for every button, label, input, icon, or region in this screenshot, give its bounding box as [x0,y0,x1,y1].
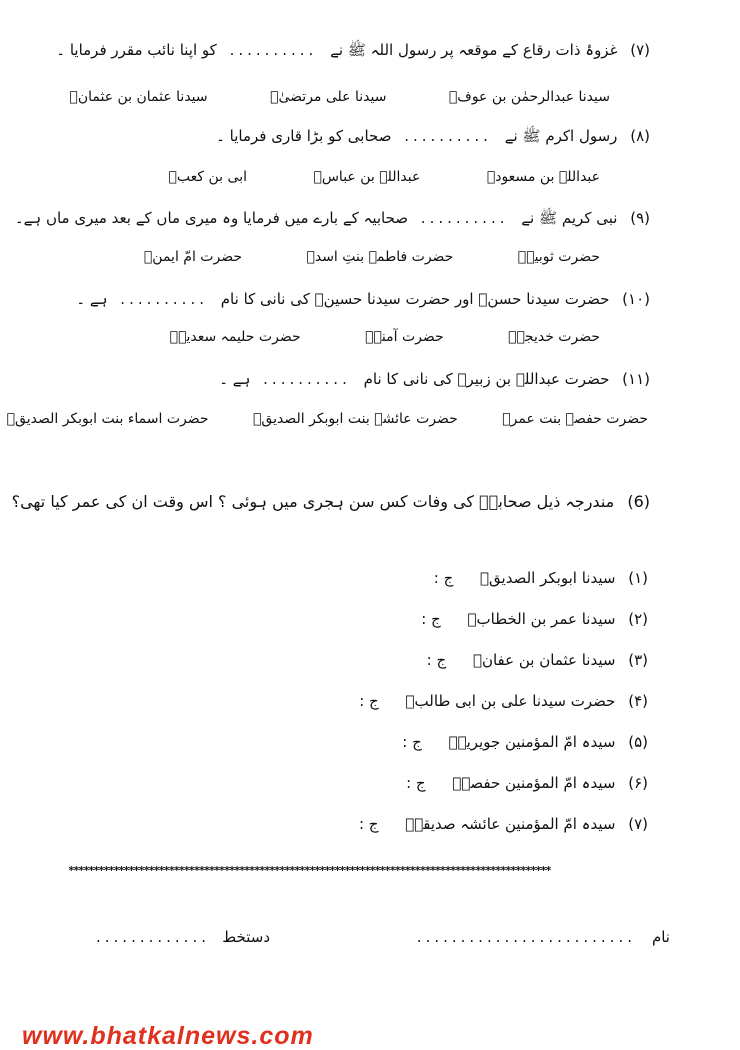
option: حضرت اسماء بنت ابوبکر الصدیقؓ [6,411,209,427]
answer-item [402,730,648,754]
answer-label: ج : [426,651,447,669]
question-8 [216,124,650,148]
option: حضرت ثوبیہؓ [517,249,600,265]
option: سیدنا علی مرتضیٰؓ [270,89,387,105]
answer-label: ج : [406,774,426,792]
answer-label: ج : [433,569,454,587]
question-11 [219,367,650,391]
answer-label: ج : [402,733,422,751]
question-number: (۸) [630,127,650,145]
question-number: (۹) [630,209,650,227]
question-text: حضرت سیدنا حسنؓ اور حضرت سیدنا حسینؓ کی نانی کا نام [220,290,610,308]
question-9-options [144,246,600,268]
blank-dots: .......... [420,209,509,227]
option: عبداللہ بن مسعودؓ [486,169,600,185]
option: حضرت آمنہؓ [365,329,444,345]
answer-label: ج : [358,815,379,833]
item-name: سیدنا عثمان بن عفانؓ [472,651,616,669]
answer-item [359,812,648,836]
item-number: (۱) [628,569,648,587]
answer-item [406,771,648,795]
question-text-end: ہے ۔ [76,290,108,308]
item-number: (۳) [628,651,648,669]
blank-dots: .......... [229,41,318,59]
section-6-heading [0,490,650,514]
question-8-options [169,166,601,188]
question-number: (۱۰) [622,290,650,308]
question-text-end: صحابی کو بڑا قاری فرمایا ۔ [216,127,392,145]
signature-label: دستخط [222,928,270,946]
question-text: حضرت عبداللہ بن زبیرؓ کی نانی کا نام [363,370,610,388]
section-text: مندرجہ ذیل صحابہؓ کی وفات کس سن ہجری میں ہوئی ؟ اس وقت ان کی عمر کیا تھی؟ [11,492,615,511]
option: حضرت عائشہ بنت ابوبکر الصدیقؓ [253,411,458,427]
item-name: حضرت سیدنا علی بن ابی طالبؓ [405,692,616,710]
item-number: (۲) [628,610,648,628]
option: عبداللہ بن عباسؓ [313,169,421,185]
option: حضرت حلیمہ سعدیہؓ [169,329,301,345]
answer-label: ج : [359,692,379,710]
star-separator: ************************************************************************************************ [68,864,551,877]
blank-dots: .......... [120,290,208,308]
item-name: سیدنا عمر بن الخطابؓ [467,610,616,628]
question-7 [56,38,650,62]
answer-item [434,566,648,590]
question-text: نبی کریم ﷺ نے [521,209,618,227]
signature-row [70,928,670,954]
item-name: سیدہ امّ المؤمنین عائشہ صدیقہؓ [405,815,616,833]
item-number: (۴) [628,692,648,710]
question-text: غزوۂ ذات رقاع کے موقعہ پر رسول اللہ ﷺ نے [330,41,618,59]
question-number: (۷) [630,41,650,59]
option: حضرت فاطمہ بنتِ اسدؓ [306,249,454,265]
option: حضرت امّ ایمنؓ [143,249,242,265]
name-dots: ......................... [416,928,636,946]
question-text-end: صحابیہ کے بارے میں فرمایا وہ میری ماں کے بعد میری ماں ہے۔ [14,209,409,227]
answer-label: ج : [421,610,441,628]
blank-dots: .......... [404,127,492,145]
option: ابی بن کعبؓ [168,169,247,185]
option: حضرت خدیجہؓ [508,329,600,345]
section-number: (6) [627,492,650,511]
question-number: (۱۱) [622,370,650,388]
question-text-end: کو اپنا نائب مقرر فرمایا ۔ [56,41,217,59]
signature-dots: ............. [96,928,210,946]
item-number: (۶) [628,774,648,792]
question-10 [76,287,650,311]
item-name: سیدہ امّ المؤمنین جویریہؓ [448,733,616,751]
item-name: سیدنا ابوبکر الصدیقؓ [480,569,616,587]
item-number: (۷) [628,815,648,833]
question-text: رسول اکرم ﷺ نے [504,127,618,145]
footer-url[interactable]: www.bhatkalnews.com [22,1022,314,1050]
question-7-options [69,86,610,108]
option: حضرت حفصہ بنت عمرؓ [502,411,648,427]
question-10-options [170,326,600,348]
option: سیدنا عبدالرحمٰن بن عوفؓ [448,89,610,105]
question-text-end: ہے ۔ [219,370,251,388]
item-number: (۵) [628,733,648,751]
blank-dots: .......... [263,370,351,388]
answer-item [359,689,648,713]
item-name: سیدہ امّ المؤمنین حفصہؓ [452,774,616,792]
question-9 [15,206,650,230]
name-label: نام [651,928,670,946]
option: سیدنا عثمان بن عثمانؓ [69,89,208,105]
answer-item [421,607,648,631]
question-11-options [7,408,648,430]
answer-item [427,648,648,672]
